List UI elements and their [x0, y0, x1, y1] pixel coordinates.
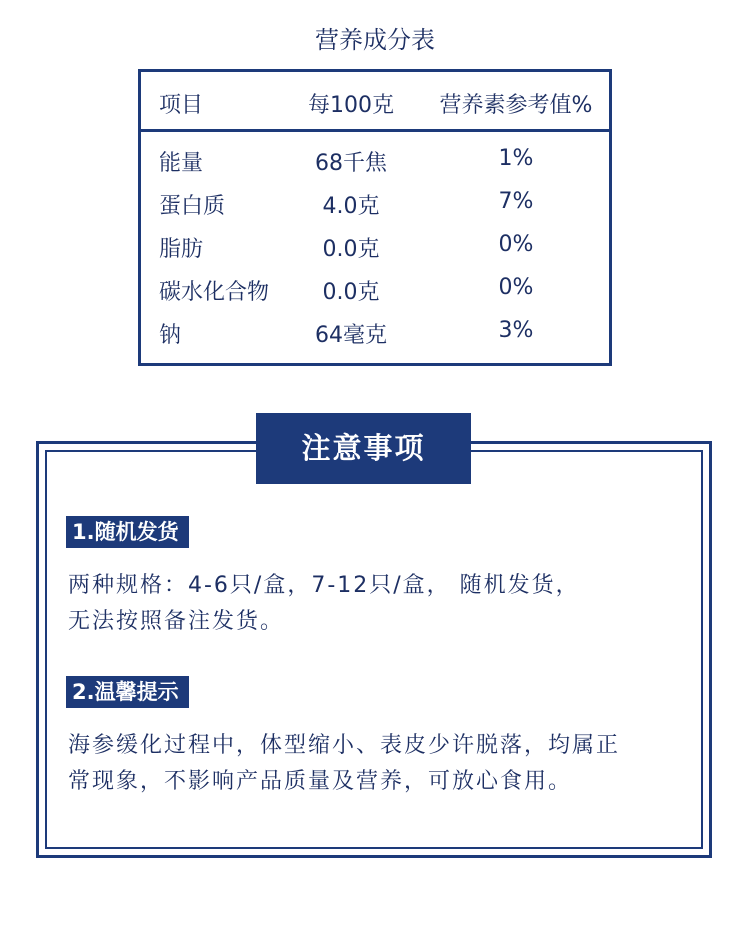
row-amount: 4.0克 — [322, 194, 380, 219]
row-amount: 0.0克 — [322, 237, 380, 262]
nutrition-table-header — [141, 72, 609, 132]
row-nrv: 0% — [498, 232, 534, 257]
row-nrv: 1% — [498, 146, 534, 171]
table-row — [141, 183, 609, 225]
table-row — [141, 312, 609, 354]
row-amount: 0.0克 — [322, 280, 380, 305]
header-item: 项目 — [159, 93, 204, 118]
table-row — [141, 140, 609, 182]
row-name: 能量 — [159, 151, 204, 176]
row-name: 钠 — [159, 323, 182, 348]
row-amount: 64毫克 — [315, 323, 387, 348]
row-nrv: 3% — [498, 318, 534, 343]
header-per-100g: 每100克 — [308, 93, 394, 118]
row-nrv: 0% — [498, 275, 534, 300]
row-amount: 68千焦 — [315, 151, 387, 176]
row-name: 脂肪 — [159, 237, 204, 262]
notice-title: 注意事项 — [256, 413, 471, 484]
section-heading-random-shipping: 1.随机发货 — [66, 516, 189, 548]
header-nrv-percent: 营养素参考值% — [439, 93, 593, 118]
row-name: 蛋白质 — [159, 194, 226, 219]
table-row — [141, 226, 609, 268]
row-nrv: 7% — [498, 189, 534, 214]
section-text-random-shipping-line1: 两种规格：4-6只/盒，7-12只/盒， 随机发货， — [68, 573, 580, 598]
table-row — [141, 269, 609, 311]
section-heading-warm-tips: 2.温馨提示 — [66, 676, 189, 708]
row-name: 碳水化合物 — [159, 280, 270, 305]
nutrition-table-title: 营养成分表 — [315, 26, 435, 54]
nutrition-table — [138, 69, 612, 366]
section-text-random-shipping-line2: 无法按照备注发货。 — [68, 609, 285, 634]
section-text-warm-tips-line2: 常现象，不影响产品质量及营养，可放心食用。 — [68, 769, 573, 794]
section-text-warm-tips-line1: 海参缓化过程中，体型缩小、表皮少许脱落，均属正 — [68, 733, 621, 758]
